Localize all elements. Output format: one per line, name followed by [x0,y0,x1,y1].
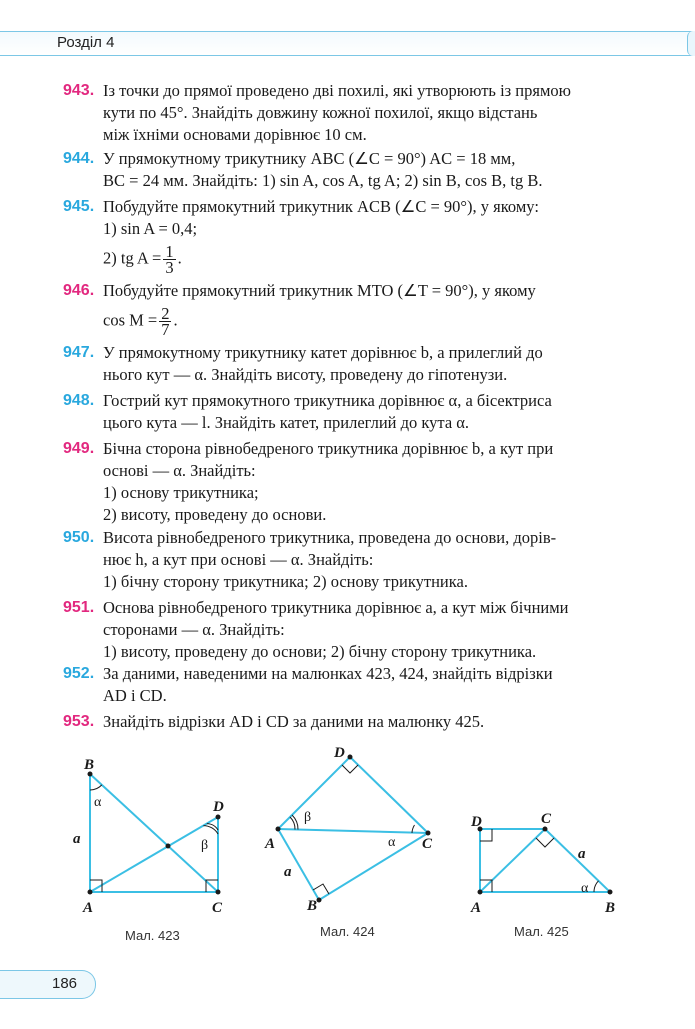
problem-number: 947. [63,344,95,361]
figure-caption: Мал. 423 [125,928,180,943]
label-A: A [471,900,482,916]
problem-950 [63,527,638,593]
label-side: a [73,831,81,847]
label-C: C [212,900,223,916]
label-B: B [307,898,318,914]
problem-line: 2) висоту, проведену до основи. [103,505,327,524]
label-C: C [541,811,552,827]
problem-952 [63,663,638,707]
point [348,755,353,760]
problem-line: Основа рівнобедреного трикутника дорівнює a, а кут між бічними [103,598,569,617]
problem-line: сторонами — α. Знайдіть: [103,620,285,639]
problem-number: 952. [63,665,95,682]
label-A: A [83,900,94,916]
angle-arc [594,881,599,892]
problem-line: між їхніми основами дорівнює 10 см. [103,125,367,144]
problem-number: 951. [63,599,95,616]
problem-line: AD і CD. [103,686,167,705]
angle-arc [90,785,102,790]
point [216,890,221,895]
problem-number: 948. [63,392,95,409]
segment [319,833,428,900]
problem-line: кути по 45°. Знайдіть довжину кожної похилої, якщо відстань [103,103,538,122]
segment [278,757,350,829]
problem-line: 1) висоту, проведену до основи; 2) бічну сторону трикутника. [103,642,537,661]
label-beta: β [304,810,312,825]
problem-line: Гострий кут прямокутного трикутника дорівнює α, а бісектриса [103,391,552,410]
figure-caption: Мал. 425 [514,924,569,939]
figures-area [0,740,695,955]
problem-line-with-fraction: cos M = $\frac{2}{7}$ . [103,304,178,339]
label-B: B [605,900,616,916]
problem-line: нює h, а кут при основі — α. Знайдіть: [103,550,374,569]
problem-line-with-fraction: 2) tg A = $\frac{1}{3}$ . [103,242,182,277]
problem-line: основі — α. Знайдіть: [103,461,256,480]
figure-423 [73,757,224,943]
label-B: B [84,757,95,773]
problem-943 [63,80,638,146]
problem-946 [63,280,638,337]
problem-line: Бічна сторона рівнобедреного трикутника дорівнює b, а кут при [103,439,554,458]
label-alpha: α [388,835,396,850]
problem-945 [63,196,638,275]
label-C: C [422,836,433,852]
problem-number: 946. [63,282,95,299]
problem-line: Висота рівнобедреного трикутника, проведена до основи, дорів- [103,528,557,547]
label-D: D [471,814,482,830]
problem-line: 2) tg A = [103,248,162,268]
segment [350,757,428,833]
right-angle-mark [480,829,492,841]
point [216,815,221,820]
problem-number: 943. [63,82,95,99]
problem-line: Знайдіть відрізки AD і CD за даними на малюнку 425. [103,712,485,731]
point [543,827,548,832]
problem-line: 1) основу трикутника; [103,483,259,502]
problem-number: 945. [63,198,95,215]
fraction-denominator: 7 [161,320,170,339]
problem-951 [63,597,638,663]
point [478,890,483,895]
fraction-denominator: 3 [165,258,174,277]
label-A: A [265,836,276,852]
header-edge [687,31,695,56]
segment [90,774,218,892]
fraction-numerator: 1 [165,242,174,261]
label-beta: β [201,838,209,853]
problem-line: 1) sin A = 0,4; [103,219,198,238]
problem-line: 1) бічну сторону трикутника; 2) основу трикутника. [103,572,468,591]
problem-944 [63,148,638,192]
page-number-box [0,970,96,999]
problem-line: У прямокутному трикутнику катет дорівнює b, а прилеглий до [103,343,543,362]
problem-number: 944. [63,150,95,167]
problem-949 [63,438,638,526]
problem-947 [63,342,638,386]
problem-number: 953. [63,713,95,730]
right-angle-mark [536,838,554,847]
problem-line: За даними, наведеними на малюнках 423, 424, знайдіть відрізки [103,664,553,683]
section-title: Розділ 4 [57,34,115,51]
point [166,844,171,849]
right-angle-mark [342,765,358,773]
problem-line: цього кута — l. Знайдіть катет, прилеглий до кута α. [103,413,470,432]
fraction-numerator: 2 [161,304,170,323]
figure-424 [264,745,433,939]
point [88,890,93,895]
label-side: a [578,846,586,862]
angle-arc [290,817,295,830]
label-side: a [284,864,292,880]
figure-caption: Мал. 424 [320,924,375,939]
fraction [159,306,171,337]
point [426,831,431,836]
problem-line: Побудуйте прямокутний трикутник MTO (∠T = 90°), у якому [103,281,536,300]
segment [90,817,218,892]
figure-425 [470,811,615,939]
label-alpha: α [581,881,589,896]
segment [278,829,428,833]
problem-line: Із точки до прямої проведено дві похилі, які утворюють із прямою [103,81,571,100]
problem-number: 949. [63,440,95,457]
point [317,898,322,903]
problem-line: cos M = [103,310,158,330]
problem-number: 950. [63,529,95,546]
page-number: 186 [52,975,78,992]
label-D: D [334,745,345,761]
label-alpha: α [94,795,102,810]
problem-953 [63,711,638,733]
problem-948 [63,390,638,434]
fraction [163,244,175,275]
label-D: D [213,799,224,815]
point [608,890,613,895]
point [276,827,281,832]
problem-line: нього кут — α. Знайдіть висоту, проведену до гіпотенузи. [103,365,508,384]
problem-line: BC = 24 мм. Знайдіть: 1) sin A, cos A, tg A; 2) sin B, cos B, tg B. [103,171,543,190]
problem-line: У прямокутному трикутнику ABC (∠C = 90°) AC = 18 мм, [103,149,516,168]
segment [480,829,545,892]
problem-line: Побудуйте прямокутний трикутник ACB (∠C = 90°), у якому: [103,197,539,216]
